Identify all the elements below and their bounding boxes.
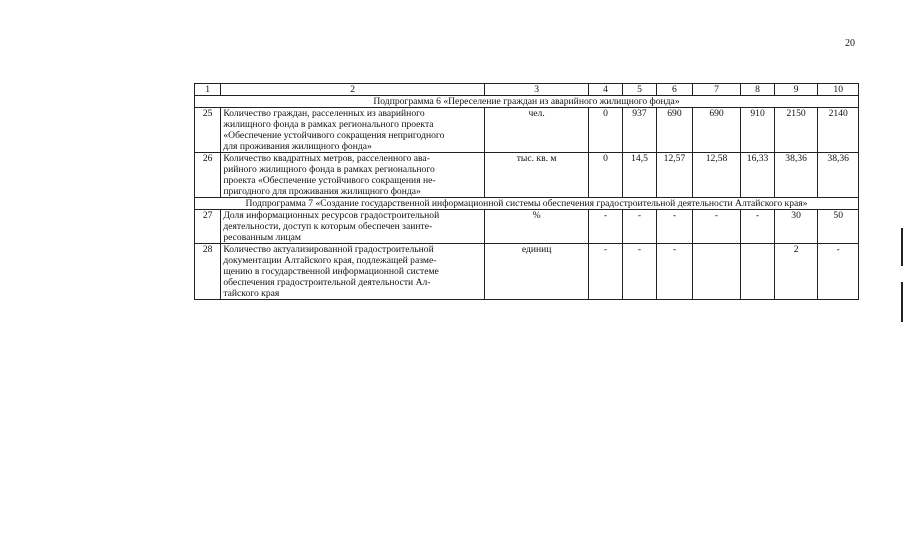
description-line: Доля информационных ресурсов градостроительной: [223, 210, 440, 221]
row-value: 690: [692, 108, 741, 153]
column-header: 4: [589, 84, 622, 96]
row-value: 2140: [818, 108, 859, 153]
row-value: 14,5: [622, 153, 656, 198]
indicators-table: [194, 83, 859, 300]
row-number: 28: [195, 244, 221, 300]
description-line: Количество квадратных метров, расселенного ава-: [223, 153, 430, 164]
row-description: [221, 244, 485, 300]
description-line: тайского края: [223, 288, 280, 299]
row-value: 2: [774, 244, 818, 300]
row-value: -: [657, 210, 692, 244]
column-header: 8: [741, 84, 774, 96]
row-number: 27: [195, 210, 221, 244]
row-value: -: [589, 244, 622, 300]
row-description: [221, 210, 485, 244]
description-line: проекта «Обеспечение устойчивого сокращения не-: [223, 175, 436, 186]
description-line: документации Алтайского края, подлежащей разме-: [223, 255, 437, 266]
table-row: [195, 108, 859, 153]
description-line: Количество граждан, расселенных из аварийного: [223, 108, 425, 119]
description-line: для проживания жилищного фонда»: [223, 141, 372, 152]
row-value: [741, 244, 774, 300]
row-value: -: [692, 210, 741, 244]
description-line: щению в государственной информационной системе: [223, 266, 439, 277]
row-number: 26: [195, 153, 221, 198]
row-value: 937: [622, 108, 656, 153]
row-value: 12,57: [657, 153, 692, 198]
row-value: 0: [589, 153, 622, 198]
scan-edge-mark: [901, 228, 903, 266]
description-line: жилищного фонда в рамках регионального проекта: [223, 119, 434, 130]
description-line: Количество актуализированной градостроительной: [223, 244, 434, 255]
row-value: 38,36: [774, 153, 818, 198]
row-value: 2150: [774, 108, 818, 153]
row-value: 0: [589, 108, 622, 153]
subprogram-row: [195, 96, 859, 108]
row-value: [692, 244, 741, 300]
row-value: -: [818, 244, 859, 300]
description-line: «Обеспечение устойчивого сокращения непригодного: [223, 130, 445, 141]
row-value: 690: [657, 108, 692, 153]
row-value: 16,33: [741, 153, 774, 198]
table-row: [195, 210, 859, 244]
row-value: -: [741, 210, 774, 244]
scan-edge-mark: [901, 282, 903, 322]
row-value: -: [622, 210, 656, 244]
column-header: 2: [221, 84, 485, 96]
row-value: 30: [774, 210, 818, 244]
description-line: ресованным лицам: [223, 232, 301, 243]
row-value: 38,36: [818, 153, 859, 198]
description-line: пригодного для проживания жилищного фонда»: [223, 186, 421, 197]
subprogram-6-title: Подпрограмма 6 «Переселение граждан из аварийного жилищного фонда»: [195, 96, 859, 108]
column-header: 3: [484, 84, 588, 96]
column-header: 7: [692, 84, 741, 96]
column-header: 9: [774, 84, 818, 96]
column-header: 6: [657, 84, 692, 96]
table-header-row: [195, 84, 859, 96]
subprogram-7-title: Подпрограмма 7 «Создание государственной информационной системы обеспечения градостроительной деятельности Алтайского края»: [195, 198, 859, 210]
row-value: -: [622, 244, 656, 300]
description-line: обеспечения градостроительной деятельности Ал-: [223, 277, 431, 288]
column-header: 5: [622, 84, 656, 96]
table-row: [195, 244, 859, 300]
row-value: 12,58: [692, 153, 741, 198]
table-row: [195, 153, 859, 198]
row-number: 25: [195, 108, 221, 153]
row-value: 50: [818, 210, 859, 244]
row-value: -: [657, 244, 692, 300]
subprogram-row: [195, 198, 859, 210]
page-number: 20: [845, 38, 855, 49]
row-unit: чел.: [484, 108, 588, 153]
row-description: [221, 153, 485, 198]
row-description: [221, 108, 485, 153]
row-unit: единиц: [484, 244, 588, 300]
description-line: рийного жилищного фонда в рамках регионального: [223, 164, 435, 175]
row-unit: тыс. кв. м: [484, 153, 588, 198]
row-unit: %: [484, 210, 588, 244]
description-line: деятельности, доступ к которым обеспечен заинте-: [223, 221, 433, 232]
row-value: -: [589, 210, 622, 244]
column-header: 1: [195, 84, 221, 96]
row-value: 910: [741, 108, 774, 153]
column-header: 10: [818, 84, 859, 96]
